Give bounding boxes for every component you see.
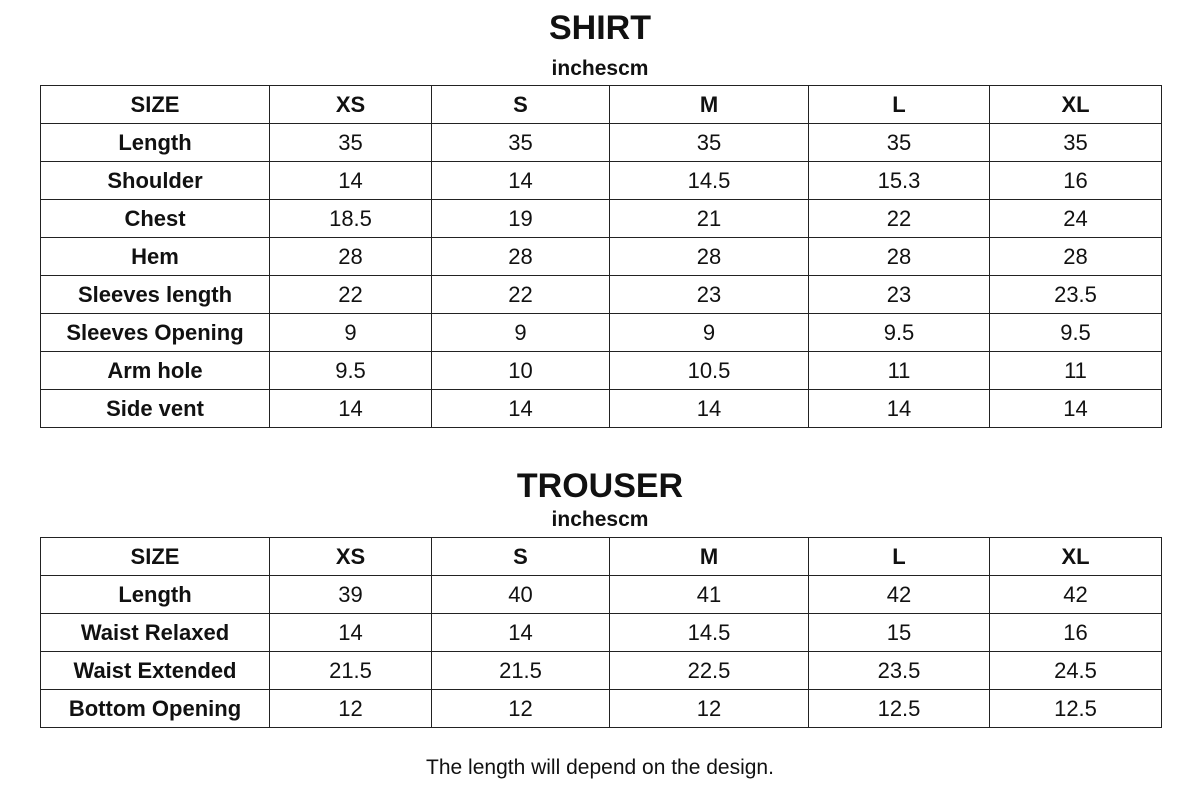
measurement-value: 41 — [610, 576, 809, 614]
measurement-value: 14 — [432, 614, 610, 652]
measurement-value: 14.5 — [610, 614, 809, 652]
measurement-value: 23 — [610, 276, 809, 314]
size-column-header: S — [432, 86, 610, 124]
table-row — [41, 576, 1162, 614]
measurement-label: Waist Relaxed — [41, 614, 270, 652]
measurement-value: 22 — [809, 200, 990, 238]
size-header-cell: SIZE — [41, 86, 270, 124]
measurement-value: 10 — [432, 352, 610, 390]
measurement-value: 42 — [990, 576, 1162, 614]
measurement-value: 21.5 — [270, 652, 432, 690]
measurement-label: Waist Extended — [41, 652, 270, 690]
trouser-title: TROUSER — [516, 467, 684, 505]
shirt-units-label: inchescm — [551, 57, 649, 80]
measurement-value: 10.5 — [610, 352, 809, 390]
measurement-value: 35 — [809, 124, 990, 162]
size-column-header: L — [809, 86, 990, 124]
measurement-value: 14.5 — [610, 162, 809, 200]
measurement-value: 23 — [809, 276, 990, 314]
footnote: The length will depend on the design. — [426, 756, 774, 779]
measurement-value: 9.5 — [990, 314, 1162, 352]
measurement-value: 12 — [270, 690, 432, 728]
table-row — [41, 124, 1162, 162]
measurement-value: 14 — [610, 390, 809, 428]
size-column-header: XL — [990, 538, 1162, 576]
measurement-value: 40 — [432, 576, 610, 614]
table-row — [41, 276, 1162, 314]
measurement-value: 15.3 — [809, 162, 990, 200]
measurement-value: 16 — [990, 162, 1162, 200]
size-column-header: XL — [990, 86, 1162, 124]
measurement-value: 28 — [990, 238, 1162, 276]
measurement-label: Arm hole — [41, 352, 270, 390]
size-column-header: M — [610, 538, 809, 576]
measurement-value: 15 — [809, 614, 990, 652]
measurement-value: 11 — [990, 352, 1162, 390]
measurement-value: 9 — [610, 314, 809, 352]
measurement-value: 23.5 — [990, 276, 1162, 314]
trouser-size-table — [40, 537, 1162, 728]
measurement-label: Length — [41, 124, 270, 162]
size-column-header: XS — [270, 538, 432, 576]
measurement-value: 28 — [270, 238, 432, 276]
measurement-value: 12 — [610, 690, 809, 728]
measurement-label: Sleeves Opening — [41, 314, 270, 352]
measurement-label: Sleeves length — [41, 276, 270, 314]
table-row — [41, 352, 1162, 390]
measurement-value: 14 — [432, 390, 610, 428]
measurement-value: 12 — [432, 690, 610, 728]
table-row — [41, 200, 1162, 238]
measurement-value: 28 — [809, 238, 990, 276]
measurement-value: 12.5 — [809, 690, 990, 728]
measurement-value: 18.5 — [270, 200, 432, 238]
measurement-value: 16 — [990, 614, 1162, 652]
measurement-value: 24 — [990, 200, 1162, 238]
table-row — [41, 238, 1162, 276]
measurement-value: 39 — [270, 576, 432, 614]
measurement-value: 12.5 — [990, 690, 1162, 728]
measurement-value: 14 — [270, 162, 432, 200]
measurement-value: 22 — [270, 276, 432, 314]
shirt-size-table — [40, 85, 1162, 428]
measurement-label: Bottom Opening — [41, 690, 270, 728]
measurement-value: 14 — [270, 614, 432, 652]
size-column-header: M — [610, 86, 809, 124]
measurement-value: 9 — [270, 314, 432, 352]
measurement-value: 28 — [610, 238, 809, 276]
table-row — [41, 314, 1162, 352]
measurement-value: 9 — [432, 314, 610, 352]
measurement-value: 35 — [610, 124, 809, 162]
trouser-units-label: inchescm — [551, 508, 649, 531]
measurement-value: 35 — [270, 124, 432, 162]
measurement-label: Hem — [41, 238, 270, 276]
measurement-value: 35 — [990, 124, 1162, 162]
measurement-label: Length — [41, 576, 270, 614]
measurement-label: Shoulder — [41, 162, 270, 200]
measurement-label: Chest — [41, 200, 270, 238]
measurement-value: 22 — [432, 276, 610, 314]
measurement-value: 23.5 — [809, 652, 990, 690]
measurement-value: 14 — [270, 390, 432, 428]
measurement-value: 14 — [990, 390, 1162, 428]
measurement-value: 9.5 — [270, 352, 432, 390]
shirt-title: SHIRT — [549, 9, 651, 47]
table-header-row — [41, 538, 1162, 576]
size-column-header: S — [432, 538, 610, 576]
measurement-value: 9.5 — [809, 314, 990, 352]
measurement-value: 24.5 — [990, 652, 1162, 690]
table-row — [41, 690, 1162, 728]
size-header-cell: SIZE — [41, 538, 270, 576]
table-row — [41, 652, 1162, 690]
table-row — [41, 614, 1162, 652]
table-row — [41, 162, 1162, 200]
measurement-value: 21.5 — [432, 652, 610, 690]
size-column-header: L — [809, 538, 990, 576]
measurement-value: 19 — [432, 200, 610, 238]
table-header-row — [41, 86, 1162, 124]
measurement-value: 42 — [809, 576, 990, 614]
measurement-value: 21 — [610, 200, 809, 238]
measurement-value: 22.5 — [610, 652, 809, 690]
table-row — [41, 390, 1162, 428]
measurement-label: Side vent — [41, 390, 270, 428]
measurement-value: 14 — [432, 162, 610, 200]
measurement-value: 35 — [432, 124, 610, 162]
measurement-value: 28 — [432, 238, 610, 276]
size-column-header: XS — [270, 86, 432, 124]
measurement-value: 14 — [809, 390, 990, 428]
measurement-value: 11 — [809, 352, 990, 390]
